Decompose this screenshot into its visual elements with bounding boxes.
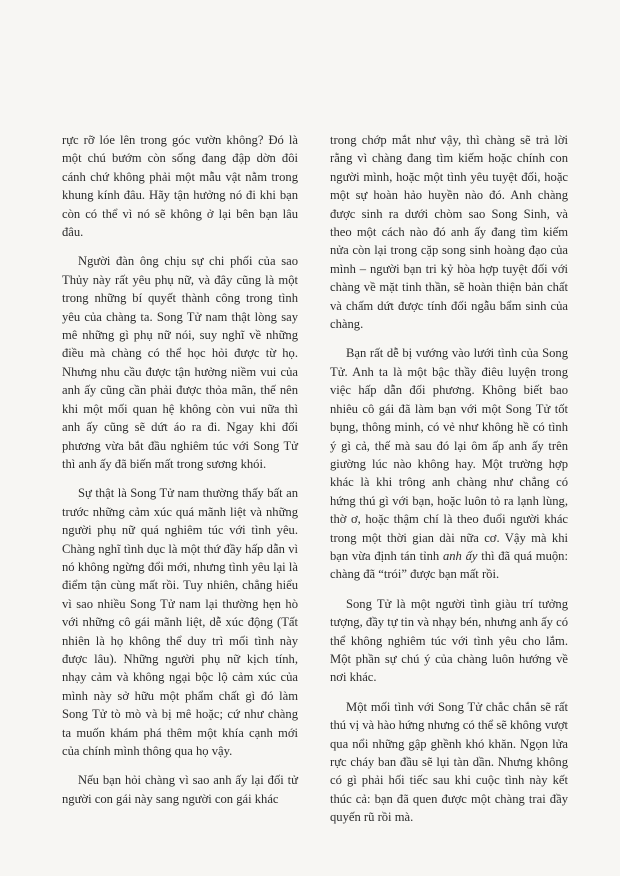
paragraph: Nếu bạn hỏi chàng vì sao anh ấy lại đối tử người con gái này sang người con gái khác [62,773,298,806]
paragraph: trong chớp mắt như vậy, thì chàng sẽ trả lời rằng vì chàng đang tìm kiếm hoặc chính con người mình, hoặc một tình yêu tuyệt đối, hoặc một sự hoàn hảo huyền nào đó. Anh chàng được sinh ra dưới chòm sao Song Sinh, và theo một cách nào đó anh ấy đang tìm kiếm nửa còn lại trong cặp song sinh hoàng đạo của mình – người bạn tri kỷ hòa hợp tuyệt đối với chàng về mặt tinh thần, sẽ hoàn thiện bản chất và chấm dứt được tính đối ngẫu bẩm sinh của chàng. [330,133,568,332]
paragraph: Một mối tình với Song Tử chắc chắn sẽ rất thú vị và hào hứng nhưng có thể sẽ không vượt qua nổi những gập ghềnh khó khăn. Ngọn lửa rực cháy ban đầu sẽ lụi tàn dần. Nhưng không có gì phải hối tiếc sau khi cuộc tình này kết thúc cả: bạn đã quen được một chàng trai đầy quyến rũ rồi mà. [330,699,568,825]
paragraph: Song Tử là một người tình giàu trí tưởng tượng, đầy tự tin và nhạy bén, nhưng anh ấy có thể không nghiêm túc với tình yêu cho lắm. Một phần sự chú ý của chàng luôn hướng về nơi khác. [330,596,568,685]
paragraph: Người đàn ông chịu sự chi phối của sao Thủy này rất yêu phụ nữ, và đây cũng là một trong những bí quyết thành công trong tình yêu của chàng ta. Song Tử nam thật lòng say mê những gì phụ nữ nói, suy nghĩ về những điều mà chàng có thể học hỏi được từ họ. Nhưng nhu cầu được tận hưởng niềm vui của anh ấy cũng cần phải được thỏa mãn, thế nên khi một mối quan hệ không còn vui nữa thì anh ấy cũng sẽ dứt áo ra đi. Ngay khi đối phương vừa bắt đầu nghiêm túc với Song Tử thì anh ấy đã biến mất trong sương khói. [62,254,298,471]
emphasis-text: anh ấy [442,548,478,563]
paragraph: rực rỡ lóe lên trong góc vườn không? Đó là một chú bướm còn sống đang đập dờn đôi cánh chứ không phải một mẫu vật nằm trong khung kính đâu. Hãy tận hưởng nó đi khi bạn còn có thể vì nó sẽ không ở lại bên bạn lâu đâu. [62,133,298,240]
paragraph: Sự thật là Song Tử nam thường thấy bất an trước những cảm xúc quá mãnh liệt và những người phụ nữ quá nghiêm túc với tình yêu. Chàng nghĩ tình dục là một thứ đầy hấp dẫn vì nó không ngừng đổi mới, nhưng tình yêu lại là điểm tận cùng mất rồi. Tuy nhiên, chẳng hiểu vì sao nhiều Song Tử nam lại thường hẹn hò với những cô gái mãnh liệt, dễ xúc động (Tất nhiên là họ không thể duy trì mối tình này được lâu). Những người phụ nữ kịch tính, nhạy cảm và không ngại bộc lộ cảm xúc của mình này sở hữu một phẩm chất gì đó làm Song Tử tò mò và bị mê hoặc; cứ như chàng ta muốn khám phá thêm một khía cạnh mới của chính mình thông qua họ vậy. [62,486,298,758]
paragraph [330,344,568,583]
paragraph-text: thì đã quá muộn: chàng đã “trói” được bạn mất rồi. [330,548,568,582]
left-column [62,131,298,819]
paragraph-text: Bạn rất dễ bị vướng vào lưới tình của Song Tử. Anh ta là một bậc thầy điêu luyện trong việc hấp dẫn đối phương. Không biết bao nhiêu cô gái đã làm bạn với một Song Tử tốt bụng, thông minh, có vẻ như không hề có tình ý gì cả, thế mà sau đó lại ôm ấp anh ấy trên giường lúc nào không hay. Một trường hợp khác là khi trông anh chàng như chẳng có hứng thú gì với bạn, hoặc luôn tỏ ra lạnh lùng, thờ ơ, hoặc thậm chí là theo đuổi người khác trong một thời gian dài nữa cơ. Vậy mà khi bạn vừa định tán tỉnh [330,346,568,563]
right-column [330,131,568,838]
